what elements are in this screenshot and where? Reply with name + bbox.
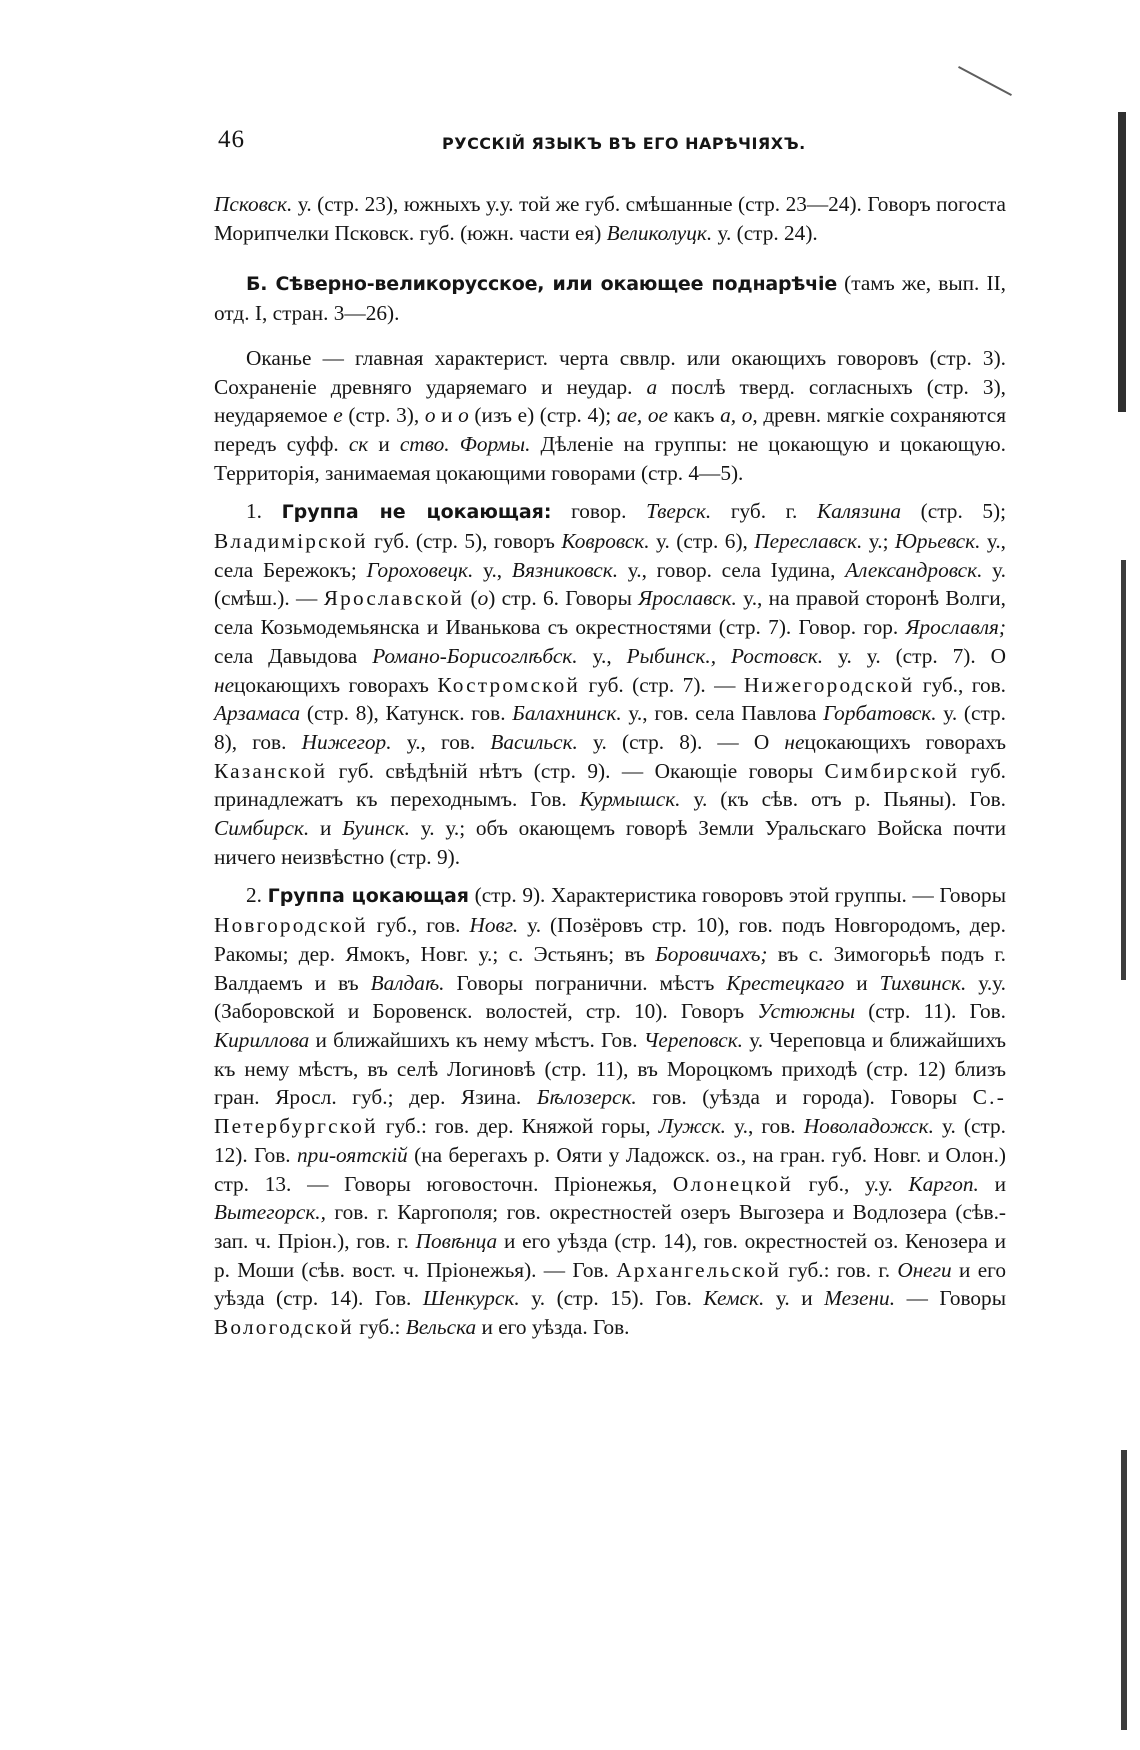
text-run: у., гов. <box>726 1114 804 1139</box>
text-run: губ. (стр. 5), говоръ <box>367 529 562 554</box>
italic-term: Шенкурск. <box>422 1286 520 1311</box>
spaced-province-name: Архангельской <box>616 1257 782 1282</box>
text-run: губ., гов. <box>367 913 470 938</box>
paragraph-2 <box>214 269 1006 327</box>
text-run: гов. (уѣзда и города). Говоры <box>636 1085 973 1110</box>
scan-edge-mark <box>1121 560 1126 980</box>
text-run: 1. <box>246 499 282 524</box>
text-run: у., <box>473 557 512 582</box>
text-run: Говоры погранични. мѣстъ <box>444 970 727 995</box>
italic-term: Юрьевск. <box>894 529 981 554</box>
paragraph-1 <box>214 190 1006 247</box>
italic-term: Рыбинск., <box>626 643 717 668</box>
italic-term: Вельска <box>405 1315 477 1340</box>
text-run: и <box>978 1171 1006 1196</box>
text-run: въ с. Зимогорьѣ подъ г. Валдаемъ и въ <box>214 941 1007 995</box>
italic-term: Повѣнца <box>415 1228 498 1253</box>
spaced-province-name: Ярославской <box>323 586 465 611</box>
italic-term: Ярославля; <box>905 615 1006 640</box>
text-run: древн. мягкіе сохраняются передъ суфф. <box>214 403 1006 456</box>
page-number: 46 <box>218 126 245 153</box>
text-run: ( <box>464 586 478 611</box>
text-run <box>716 644 731 668</box>
text-run: у. и <box>764 1286 825 1311</box>
scan-edge-mark <box>1121 1450 1127 1730</box>
text-run: — Говоры <box>895 1286 1007 1311</box>
text-run: и <box>309 816 343 841</box>
italic-term: Курмышск. <box>579 787 681 812</box>
spaced-province-name: С.-Петербургской <box>214 1085 1007 1139</box>
running-title: РУССКІЙ ЯЗЫКЪ ВЪ ЕГО НАРѢЧІЯХЪ. <box>442 134 806 153</box>
italic-term: ае, ое <box>616 403 668 428</box>
text-run: у. (стр. 12). Гов. <box>214 1114 1007 1167</box>
text-run: и <box>368 431 400 456</box>
text-run: ) стр. 6. Говоры <box>488 586 639 611</box>
spaced-province-name: Вологодской <box>214 1315 354 1340</box>
paragraph-3 <box>214 344 1006 488</box>
text-run: у.; <box>862 529 895 554</box>
italic-term: Устюжны <box>757 999 856 1024</box>
italic-term: Крестецкаго <box>726 970 845 995</box>
text-run: и ближайшихъ къ нему мѣстъ. Гов. <box>309 1027 644 1052</box>
italic-term: Псковск. <box>214 192 293 216</box>
text-run: у. (къ сѣв. отъ р. Пьяны). Гов. <box>680 787 1006 812</box>
italic-term: Калязина <box>816 499 902 524</box>
text-run: и его уѣзда (стр. 14). Гов. <box>214 1257 1006 1311</box>
text-run: (изъ е) (стр. 4); <box>468 403 617 428</box>
text-run: цокающихъ говорахъ <box>804 729 1007 754</box>
scan-corner-mark <box>958 66 1012 96</box>
text-run: губ.: <box>353 1315 406 1340</box>
text-run: у. у.; объ окающемъ говорѣ Земли Уральскаго Войска почти ничего неизвѣстно (стр. 9). <box>214 816 1006 869</box>
text-run: губ. принадлежатъ къ переходнымъ. Гов. <box>214 758 1006 812</box>
text-run <box>450 432 460 456</box>
spaced-province-name: Владимірской <box>214 529 368 554</box>
text-run: (тамъ же, вып. II, отд. I, стран. 3—26). <box>214 271 1006 326</box>
text-run: губ.: гов. г. <box>781 1257 898 1282</box>
scan-edge-mark <box>1118 112 1126 412</box>
spaced-province-name: Новгородской <box>214 913 368 938</box>
text-run: у. (стр. 8), гов. <box>214 701 1006 754</box>
spaced-province-name: Казанской <box>214 758 328 783</box>
spaced-province-name: Олонецкой <box>672 1171 793 1196</box>
italic-term: Ярославск. <box>638 586 737 611</box>
text-run: у., <box>577 643 627 668</box>
italic-term: Онеги <box>897 1257 952 1282</box>
italic-term: Александровск. <box>845 557 983 582</box>
text-run: у. (стр. 6), <box>649 529 755 554</box>
spaced-province-name: Нижегородской <box>743 672 915 697</box>
italic-term: Васильск. <box>490 729 578 754</box>
text-run: у., говор. села Іудина, <box>618 557 846 582</box>
italic-term: Каргоп. <box>908 1171 979 1196</box>
italic-term: о <box>458 403 469 428</box>
text-run: губ. г. <box>711 499 817 524</box>
italic-term: Вытегорск., <box>214 1200 326 1225</box>
group-heading: Группа не цокающая: <box>281 501 552 524</box>
text-run: (стр. 11). Гов. <box>855 999 1006 1024</box>
text-run: села Давыдова <box>214 643 373 668</box>
italic-term: Симбирск. <box>214 816 310 841</box>
spaced-province-name: Костромской <box>437 672 581 697</box>
text-run: у., на правой сторонѣ Волги, села Козьмодемьянска и Иванькова съ окрестностями (стр. 7). Говор. гор. <box>214 586 1006 640</box>
text-run: у. (стр. 15). Гов. <box>519 1286 704 1311</box>
italic-term: Бѣлозерск. <box>536 1085 637 1110</box>
text-run: у. Череповца и ближайшихъ къ нему мѣстъ, въ селѣ Логиновѣ (стр. 11), въ Мороцкомъ приходѣ (стр. 12) близъ гран. Яросл. губ.; дер. Язина. <box>214 1027 1006 1110</box>
italic-term: Вязниковск. <box>511 557 619 582</box>
text-run: и его уѣзда (стр. 14), гов. окрестностей оз. Кенозера и р. Моши (сѣв. вост. ч. Пріонежья). — Гов. <box>214 1228 1006 1282</box>
text-run: Дѣленіе на группы: не цокающую и цокающую. Территорія, занимаемая цокающими говорами (стр. 4—5). <box>214 431 1007 485</box>
italic-term: о <box>424 403 436 428</box>
italic-term: а, о, <box>720 403 758 428</box>
italic-term: Кириллова <box>214 1027 310 1052</box>
text-run: у., села Бережокъ; <box>214 529 1006 582</box>
text-run: у. (стр. 8). — О <box>577 729 785 754</box>
text-run: и <box>435 403 459 428</box>
italic-term: Гороховецк. <box>366 557 474 582</box>
group-heading: Группа цокающая <box>267 885 470 908</box>
text-run: (на берегахъ р. Ояти у Ладожск. оз., на гран. губ. Новг. и Олон.) стр. 13. — Говоры юговосточн. Пріонежья, <box>214 1142 1006 1196</box>
text-run: губ. свѣдѣній нѣтъ (стр. 9). — Окающіе говоры <box>327 758 825 783</box>
text-run: говор. <box>551 499 647 524</box>
italic-term: Лужск. <box>658 1114 727 1139</box>
text-run: у. (стр. 24). <box>712 220 818 245</box>
text-run: цокающихъ говорахъ <box>234 672 438 697</box>
italic-term: ск <box>348 431 369 456</box>
text-run: 2. <box>246 883 268 908</box>
text-run: Оканье — главная характерист. черта сввлр. или окающихъ говоровъ (стр. 3). Сохраненіе древняго ударяемаго и неудар. <box>214 345 1006 399</box>
text-run: у. (стр. 23), южныхъ у.у. той же губ. смѣшанные (стр. 23—24). Говоръ погоста Морипчелки Псковск. губ. (южн. части ея) <box>214 192 1006 245</box>
paragraph-5 <box>214 881 1006 1341</box>
spaced-province-name: Симбирской <box>824 758 960 783</box>
text-run: у. (смѣш.). — <box>214 557 1006 611</box>
italic-term: Переславск. <box>754 529 863 554</box>
italic-term: ство. <box>399 431 450 456</box>
body-text <box>214 190 1006 1342</box>
italic-term: Новг. <box>469 913 519 938</box>
italic-term: Новоладожск. <box>803 1114 934 1139</box>
italic-term: Формы. <box>459 431 531 456</box>
italic-term: Романо-Борисоглѣбск. <box>372 643 578 668</box>
italic-term: Ковровск. <box>561 529 650 554</box>
text-run: и <box>844 970 880 995</box>
text-run: (стр. 9). Характеристика говоровъ этой группы. — Говоры <box>469 883 1006 908</box>
text-run: у. у. (стр. 7). О <box>823 643 1006 668</box>
text-run: послѣ тверд. согласныхъ (стр. 3), неударяемое <box>214 374 1006 428</box>
italic-term: Арзамаса <box>214 701 301 726</box>
text-run: (стр. 5); <box>901 499 1007 524</box>
italic-term: Мезени. <box>824 1286 896 1311</box>
italic-term: о <box>477 586 489 611</box>
page-header <box>212 126 998 166</box>
text-run: гов. г. Каргополя; гов. окрестностей озеръ Выгозера и Водлозера (сѣв.-зап. ч. Пріон.), гов. г. <box>214 1200 1006 1253</box>
text-run: у. (Позёровъ стр. 10), гов. подъ Новгородомъ, дер. Ракомы; дер. Ямокъ, Новг. у.; с. Эстьянъ; въ <box>214 913 1006 966</box>
text-run: губ.: гов. дер. Княжой горы, <box>377 1114 659 1139</box>
italic-term: а <box>646 374 658 399</box>
italic-term: е <box>333 403 343 428</box>
italic-term: Череповск. <box>643 1027 743 1052</box>
italic-term: Кемск. <box>703 1286 765 1311</box>
section-heading: Б. Сѣверно-великорусское, или окающее поднарѣчіе <box>246 273 838 296</box>
text-run: губ. (стр. 7). — <box>580 672 744 697</box>
italic-term: Великолуцк. <box>606 220 713 245</box>
text-run: (стр. 3), <box>342 403 425 428</box>
italic-term: Валдаѣ. <box>370 970 445 995</box>
italic-term: Ростовск. <box>731 643 824 668</box>
italic-term: не <box>784 729 805 754</box>
text-run: у.у. (Заборовской и Боровенск. волостей, стр. 10). Говоръ <box>214 970 1006 1024</box>
italic-term: Тверск. <box>646 499 712 524</box>
text-run: губ., гов. <box>914 672 1006 697</box>
italic-term: не <box>214 672 235 697</box>
italic-term: Балахнинск. <box>512 701 622 726</box>
italic-term: Горбатовск. <box>823 701 937 726</box>
italic-term: Тихвинск. <box>879 970 967 995</box>
text-run: (стр. 8), Катунск. гов. <box>300 701 513 726</box>
text-run: у., гов. села Павлова <box>621 701 824 726</box>
paragraph-4 <box>214 497 1006 871</box>
text-run: у., гов. <box>391 729 491 754</box>
italic-term: Буинск. <box>342 816 410 841</box>
text-run: какъ <box>667 403 721 428</box>
italic-term: при-оятскій <box>297 1142 408 1167</box>
text-run: и его уѣзда. Гов. <box>476 1315 630 1340</box>
italic-term: Боровичахъ; <box>655 941 768 966</box>
text-run: губ., у.у. <box>792 1171 909 1196</box>
italic-term: Нижегор. <box>301 729 392 754</box>
